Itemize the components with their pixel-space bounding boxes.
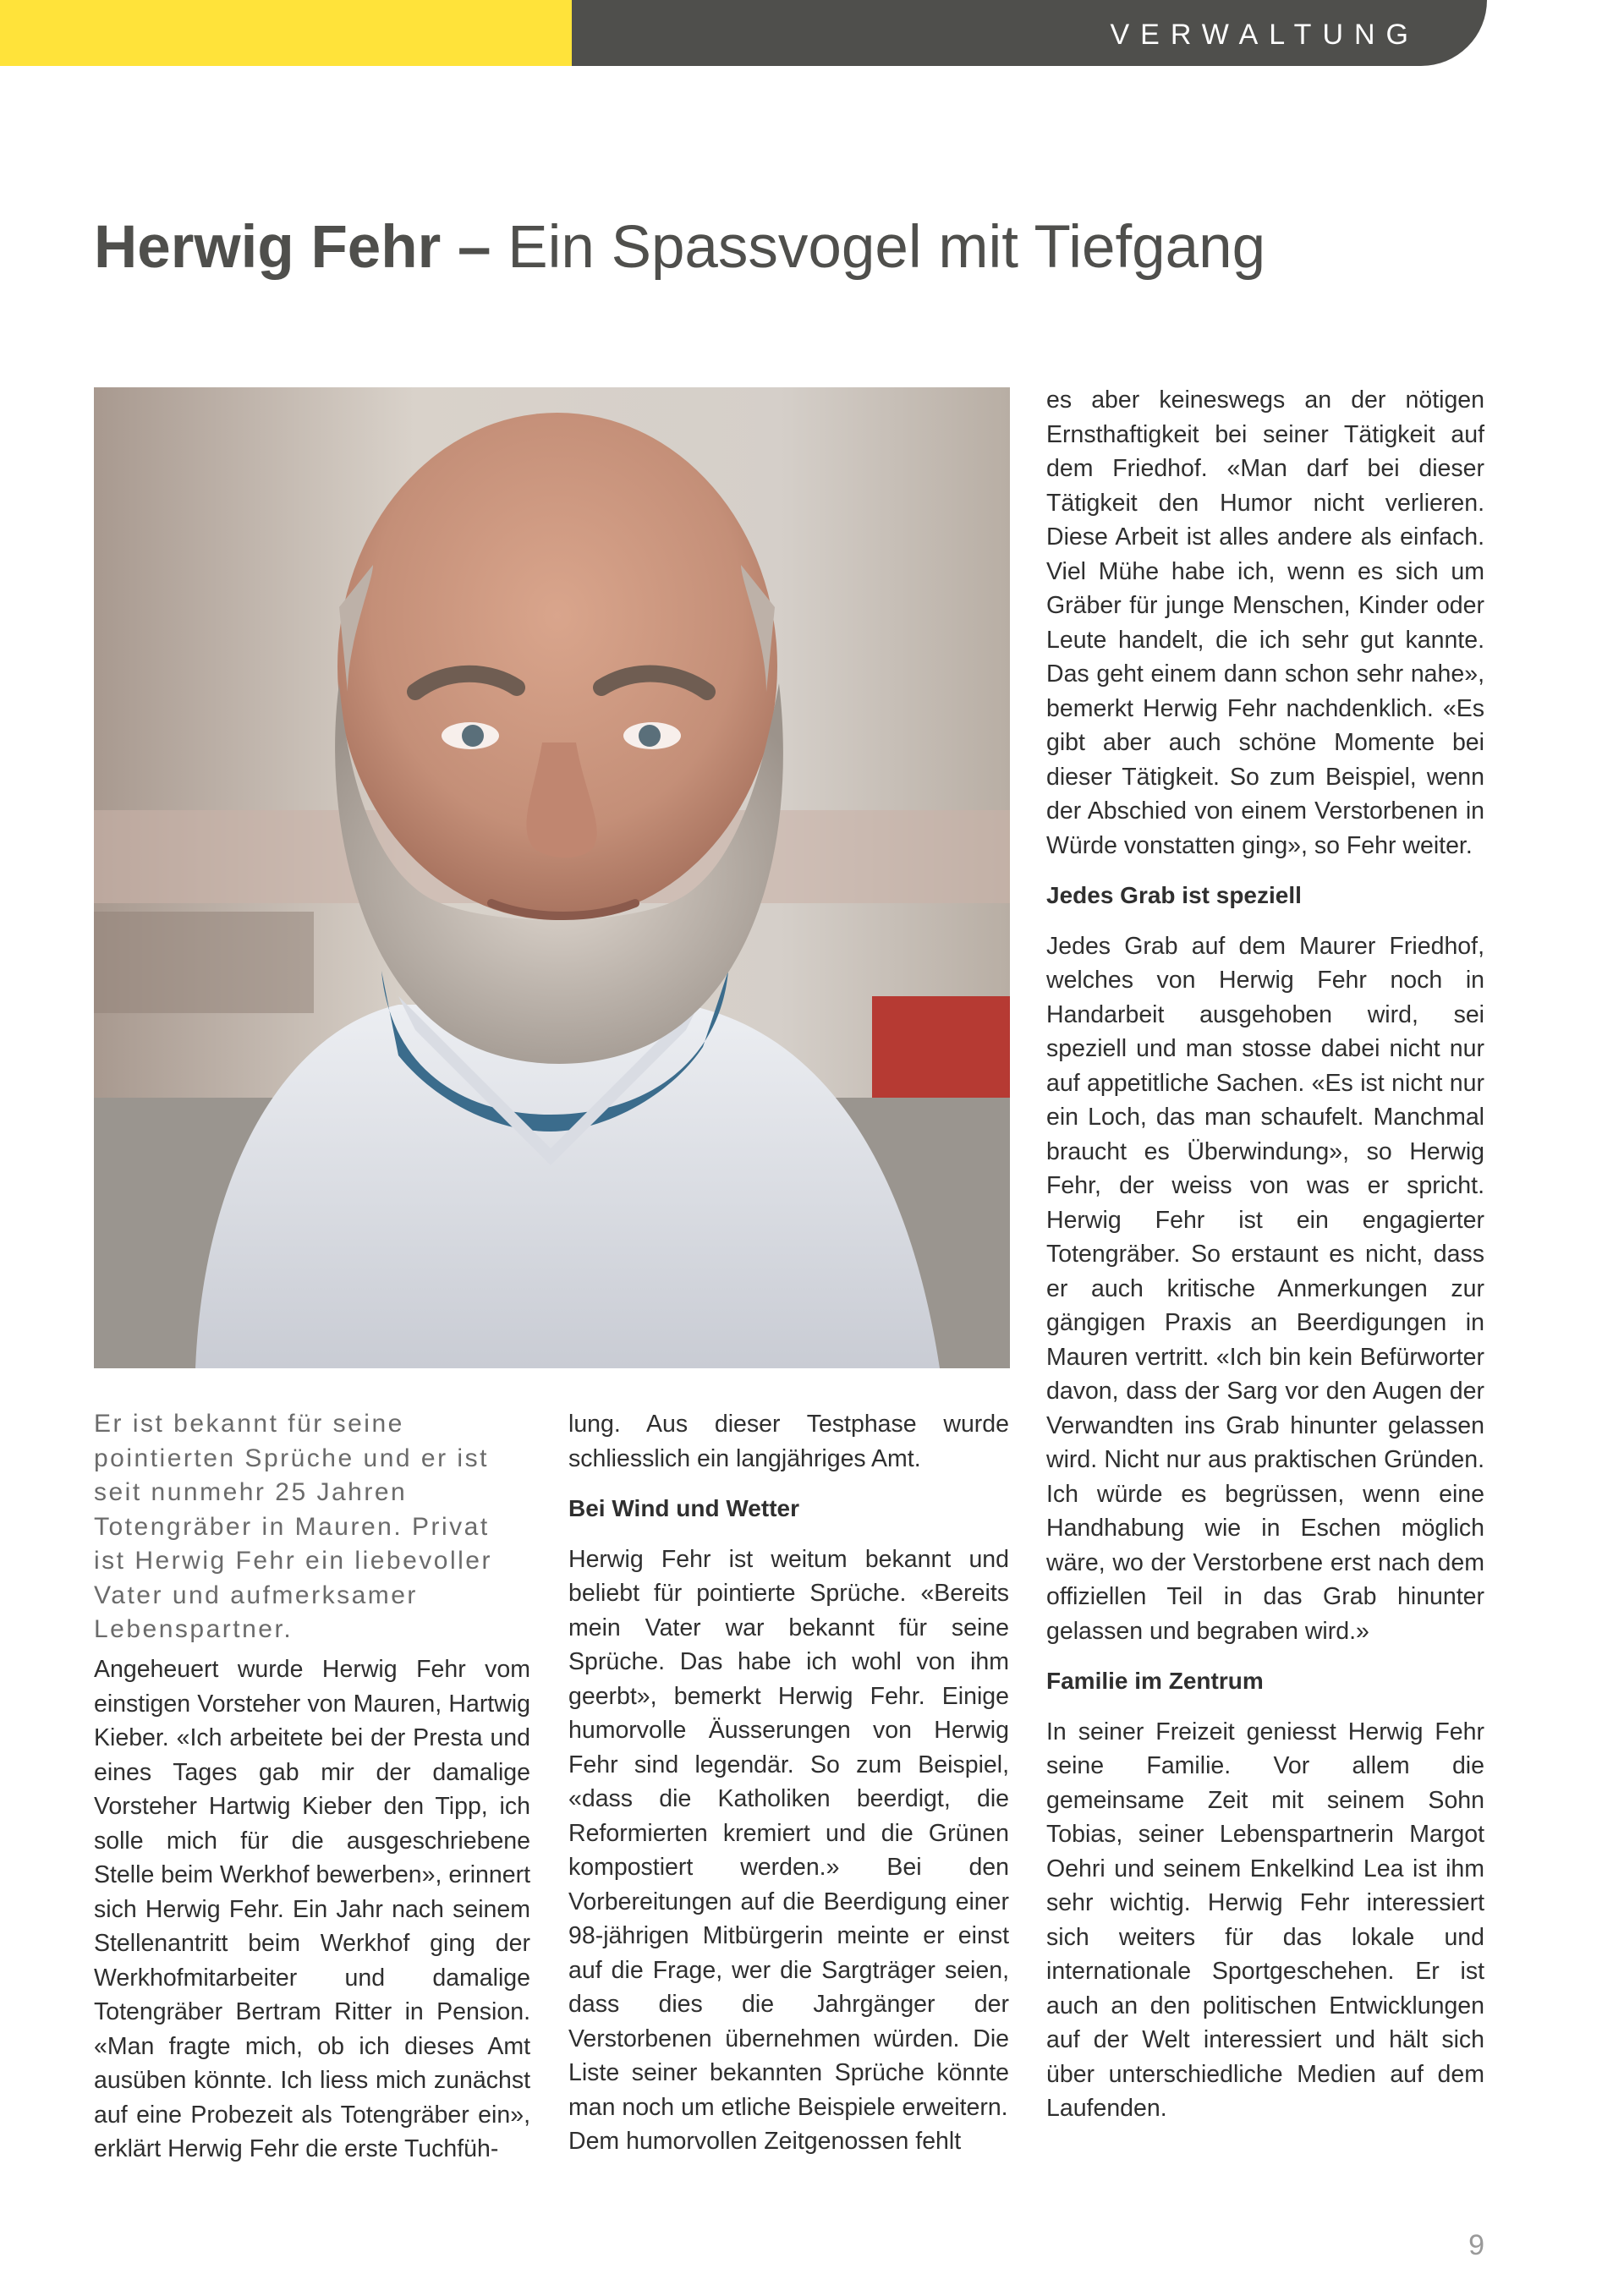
header-section-bar — [572, 0, 1487, 66]
subheading-wind-wetter: Bei Wind und Wetter — [568, 1495, 799, 1521]
title-subtitle: Ein Spassvogel mit Tiefgang — [491, 214, 1266, 281]
article-lead: Er ist bekannt für seine pointierten Sprüche und er ist seit nunmehr 25 Jahren Totengräber in Mauren. Privat ist Herwig Fehr ein liebevoller Vater und aufmerksamer Lebenspartner. — [94, 1410, 492, 1643]
paragraph: Dem humorvollen Zeitgenossen fehlt — [568, 2128, 962, 2155]
paragraph: Herwig Fehr ist weitum bekannt und beliebt für pointierte Sprüche. «Bereits mein Vater war bekannt für seine Sprüche. Das habe ich wohl von ihm geerbt», bemerkt Herwig Fehr. Einige humorvolle Äusserungen von Herwig Fehr sind legendär. So zum Beispiel, «dass die Katholiken beerdigt, die Reformierten kremiert und die Grünen kompostiert werden.» Bei den Vorbereitungen auf die Beerdigung einer 98-jährigen Mitbürgerin meinte er einst auf die Frage, wer die Sargträger seien, dass dies die Jahrgänger der Verstorbenen übernehmen würden. Die Liste seiner bekannten Sprüche könnte man noch um etliche Beispiele erweitern. — [568, 1545, 1009, 2121]
subheading-jedes-grab: Jedes Grab ist speziell — [1046, 882, 1302, 908]
header-accent-bar — [0, 0, 572, 66]
text-column-3 — [1046, 383, 1484, 2126]
paragraph: es aber keineswegs an der nötigen Ernsthaftigkeit bei seiner Tätigkeit auf dem Friedhof. «Man darf bei dieser Tätigkeit den Humor nicht verlieren. Diese Arbeit ist alles andere als einfach. Viel Mühe habe ich, wenn es sich um Gräber für junge Menschen, Kinder oder Leute handelt, die ich sehr gut kannte. Das geht einem dann schon sehr nahe», bemerkt Herwig Fehr nachdenklich. «Es gibt aber auch schöne Momente bei dieser Tätigkeit. So zum Beispiel, wenn der Abschied von einem Verstorbenen in Würde vonstatten ging», so Fehr weiter. — [1046, 386, 1484, 859]
article-title — [94, 213, 1265, 282]
paragraph: Angeheuert wurde Herwig Fehr vom einstigen Vorsteher von Mauren, Hartwig Kieber. «Ich arbeitete bei der Presta und eines Tages gab mir der damalige Vorsteher Hartwig Kieber den Tipp, ich solle mich für die ausgeschriebene Stelle beim Werkhof bewerben», erinnert sich Herwig Fehr. Ein Jahr nach seinem Stellenantritt beim Werkhof ging der Werkhofmitarbeiter und damalige Totengräber Bertram Ritter in Pension. «Man fragte mich, ob ich dieses Amt ausüben könnte. Ich liess mich zunächst auf eine Probezeit als Totengräber ein», erklärt Herwig Fehr die erste Tuchfüh- — [94, 1656, 530, 2162]
paragraph: lung. Aus dieser Testphase wurde schliesslich ein langjähriges Amt. — [568, 1411, 1009, 1472]
paragraph: In seiner Freizeit geniesst Herwig Fehr seine Familie. Vor allem die gemeinsame Zeit mit seinem Sohn Tobias, seiner Lebenspartnerin Margot Oehri und seinem Enkelkind Lea ist ihm sehr wichtig. Herwig Fehr interessiert sich weiters für das lokale und internationale Sportgeschehen. Er ist auch an den politischen Entwicklungen auf der Welt interessiert und hält sich über unterschiedliche Medien auf dem Laufenden. — [1046, 1718, 1484, 2122]
paragraph: Jedes Grab auf dem Maurer Friedhof, welches von Herwig Fehr noch in Handarbeit ausgehoben wird, sei speziell und man stosse dabei nicht nur auf appetitliche Sachen. «Es ist nicht nur ein Loch, das man schaufelt. Manchmal braucht es Überwindung», so Herwig Fehr, der weiss von was er spricht. Herwig Fehr ist ein engagierter Totengräber. So erstaunt es nicht, dass er auch kritische Anmerkungen zur gängigen Praxis an Beerdigungen in Mauren vertritt. «Ich bin kein Befürworter davon, dass der Sarg vor den Augen der Verwandten ins Grab hinunter gelassen wird. Nicht nur aus praktischen Gründen. Ich würde es begrüssen, wenn eine Handhabung wie in Eschen möglich wäre, wo der Verstorbene erst nach dem offiziellen Teil in das Grab hinunter gelassen und begraben wird.» — [1046, 932, 1484, 1645]
section-label: VERWALTUNG — [1110, 19, 1419, 51]
text-column-1 — [94, 1652, 530, 2167]
page-number: 9 — [1468, 2229, 1484, 2261]
title-name: Herwig Fehr – — [94, 214, 491, 281]
text-column-2 — [568, 1407, 1009, 2159]
portrait-photo — [94, 387, 1010, 1368]
subheading-familie: Familie im Zentrum — [1046, 1668, 1264, 1694]
